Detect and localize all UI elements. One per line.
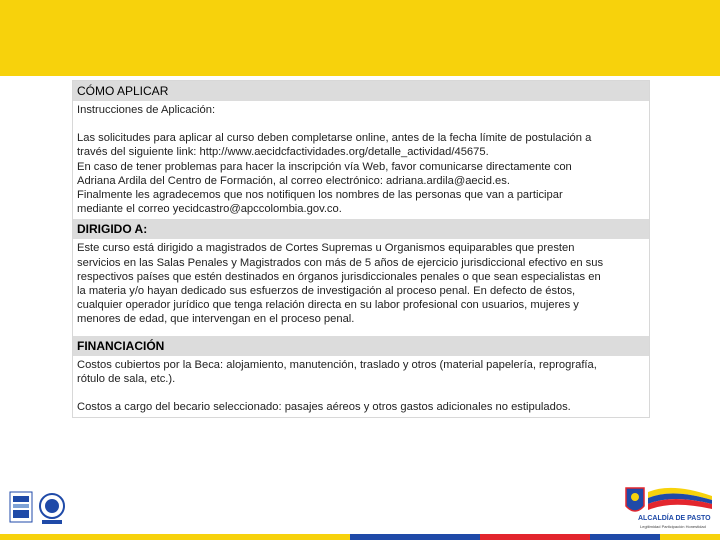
alcaldia-motto: Legitimidad Participación Honestidad xyxy=(640,524,706,529)
stripe-blue xyxy=(350,534,480,540)
text-line: cualquier operador jurídico que tenga relación directa en su labor profesional con usuarios, mujeres y xyxy=(77,299,579,312)
section-body-dirigido xyxy=(73,239,649,329)
coat-of-arms-icon xyxy=(626,488,644,511)
text-line: mediante el correo yecidcastro@apccolombia.gov.co. xyxy=(77,203,342,216)
text-line: Este curso está dirigido a magistrados de Cortes Supremas u Organismos equiparables que presten xyxy=(77,242,575,255)
text-line: respectivos países que estén destinados en órganos jurisdiccionales penales o que sean especialistas en xyxy=(77,270,601,283)
text-line: menores de edad, que intervengan en el proceso penal. xyxy=(77,313,355,326)
alcaldia-logo xyxy=(622,482,714,532)
text-line: Adriana Ardila del Centro de Formación, al correo electrónico: adriana.ardila@aecid.es. xyxy=(77,174,510,187)
text-line: Costos cubiertos por la Beca: alojamiento, manutención, traslado y otros (material papelería, reprografía, xyxy=(77,358,597,371)
section-body-como-aplicar xyxy=(73,101,649,219)
certification-logos xyxy=(8,490,72,530)
footer-color-stripe xyxy=(0,534,720,540)
text-line: rótulo de sala, etc.). xyxy=(77,372,176,385)
icontec-certification-icon xyxy=(10,492,32,522)
content-table xyxy=(72,80,650,418)
stripe-yellow-2 xyxy=(660,534,720,540)
section-header-como-aplicar: CÓMO APLICAR xyxy=(73,81,649,101)
text-line: Finalmente les agradecemos que nos notifiquen los nombres de las personas que van a participar xyxy=(77,189,563,202)
text-line: través del siguiente link: http://www.aecidcfactividades.org/detalle_actividad/45675. xyxy=(77,146,489,159)
alcaldia-name: ALCALDÍA DE PASTO xyxy=(638,515,711,522)
text-line: Costos a cargo del becario seleccionado: pasajes aéreos y otros gastos adicionales no estipulados. xyxy=(77,401,571,414)
spacer xyxy=(77,386,645,400)
section-body-financiacion xyxy=(73,356,649,418)
iqnet-certification-icon xyxy=(40,494,64,524)
stripe-yellow xyxy=(0,534,350,540)
stripe-red xyxy=(480,534,590,540)
text-line: servicios en las Salas Penales y Magistrados con más de 5 años de ejercicio jurisdiccional efectivo en sus xyxy=(77,256,604,269)
text-line: Las solicitudes para aplicar al curso deben completarse online, antes de la fecha límite de postulación a xyxy=(77,132,592,145)
instructions-subtitle: Instrucciones de Aplicación: xyxy=(77,104,216,116)
top-banner xyxy=(0,0,720,76)
stripe-blue-2 xyxy=(590,534,660,540)
flag-swoosh-icon xyxy=(648,488,712,510)
section-header-dirigido: DIRIGIDO A: xyxy=(73,219,649,239)
spacer xyxy=(77,117,645,131)
text-line: la materia y/o hayan dedicado sus esfuerzos de investigación al proceso penal. En defecto de éstos, xyxy=(77,285,576,298)
section-header-financiacion: FINANCIACIÓN xyxy=(73,336,649,356)
text-line: En caso de tener problemas para hacer la inscripción vía Web, favor comunicarse directamente con xyxy=(77,160,572,173)
